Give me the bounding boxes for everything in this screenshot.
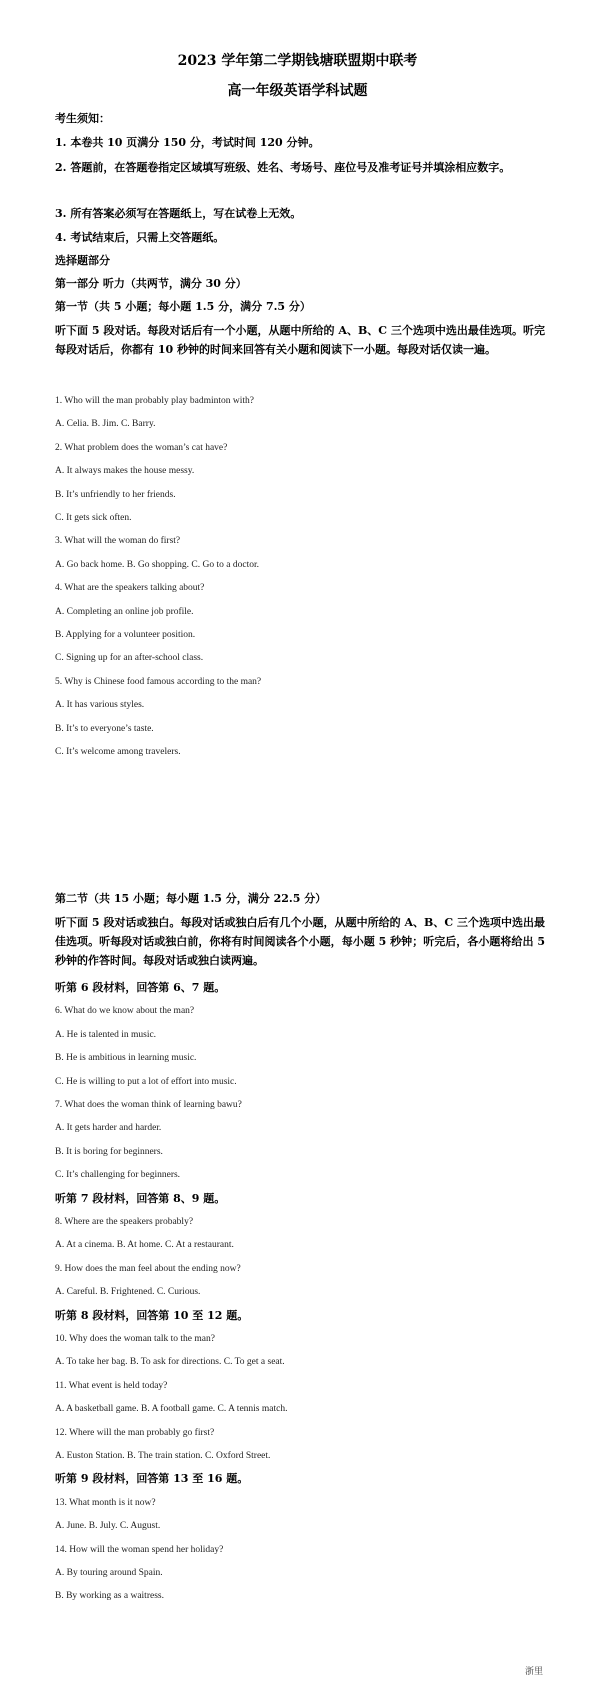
question-text: 2. What problem does the woman’s cat have? [55, 442, 228, 453]
answer-option: C. It’s challenging for beginners. [55, 1170, 181, 1181]
question-text: 11. What event is held today? [55, 1380, 168, 1391]
question-text: 9. How does the man feel about the ending now? [55, 1263, 241, 1274]
sec2-heading: 第二节（共 15 小题；每小题 1.5 分，满分 22.5 分） [55, 892, 327, 905]
sec2-instructions: 听下面 5 段对话或独白。每段对话或独白后有几个小题，从题中所给的 A、B、C 三个选项中选出最佳选项。听每段对话或独白前，你将有时间阅读各个小题，每小题 5 秒钟；听完后，各小题将给出 5 秒钟的作答时间。每段对话或独白读两遍。 [55, 916, 545, 967]
answer-option: C. It’s welcome among travelers. [55, 747, 181, 757]
notice-item: 2. 答题前，在答题卷指定区域填写班级、姓名、考场号、座位号及准考证号并填涂相应数字。 [55, 161, 511, 174]
answer-option: A. To take her bag. B. To ask for directions. C. To get a seat. [55, 1357, 285, 1368]
question-text: 5. Why is Chinese food famous according to the man? [55, 676, 262, 687]
question-text: 4. What are the speakers talking about? [55, 583, 205, 594]
notice-item: 3. 所有答案必须写在答题纸上，写在试卷上无效。 [55, 207, 302, 220]
notice-item: 1. 本卷共 10 页满分 150 分，考试时间 120 分钟。 [55, 136, 320, 149]
answer-option: B. By working as a waitress. [55, 1591, 164, 1602]
answer-option: A. It gets harder and harder. [55, 1123, 162, 1134]
answer-option: A. A basketball game. B. A football game. C. A tennis match. [55, 1404, 288, 1415]
answer-option: C. It gets sick often. [55, 513, 132, 523]
exam-title: 2023 学年第二学期钱塘联盟期中联考 [177, 53, 418, 69]
answer-option: C. Signing up for an after-school class. [55, 653, 204, 664]
answer-option: A. Celia. B. Jim. C. Barry. [55, 419, 156, 430]
answer-option: A. It always makes the house messy. [55, 466, 195, 477]
answer-option: B. It’s to everyone’s taste. [55, 723, 154, 734]
question-text: 10. Why does the woman talk to the man? [55, 1334, 215, 1344]
answer-option: A. Go back home. B. Go shopping. C. Go to a doctor. [55, 559, 259, 570]
part1-heading: 第一部分 听力（共两节，满分 30 分） [55, 277, 247, 290]
section-choice-heading: 选择题部分 [55, 254, 110, 267]
answer-option: A. At a cinema. B. At home. C. At a restaurant. [55, 1240, 234, 1251]
exam-subtitle: 高一年级英语学科试题 [227, 83, 368, 99]
answer-option: A. Completing an online job profile. [55, 606, 194, 617]
answer-option: C. He is willing to put a lot of effort into music. [55, 1076, 237, 1087]
question-text: 1. Who will the man probably play badminton with? [55, 396, 255, 406]
material-heading: 听第 7 段材料，回答第 8、9 题。 [55, 1191, 226, 1205]
answer-option: B. He is ambitious in learning music. [55, 1053, 197, 1064]
answer-option: A. Careful. B. Frightened. C. Curious. [55, 1287, 201, 1298]
answer-option: A. Euston Station. B. The train station. C. Oxford Street. [55, 1451, 271, 1461]
footer-mark: 浙里 [525, 1667, 544, 1677]
answer-option: A. By touring around Spain. [55, 1568, 163, 1578]
question-text: 13. What month is it now? [55, 1497, 156, 1508]
question-text: 8. Where are the speakers probably? [55, 1217, 194, 1227]
answer-option: A. It has various styles. [55, 700, 145, 711]
question-text: 12. Where will the man probably go first? [55, 1427, 215, 1438]
answer-option: B. It is boring for beginners. [55, 1146, 163, 1157]
material-heading: 听第 8 段材料，回答第 10 至 12 题。 [55, 1308, 249, 1322]
question-text: 3. What will the woman do first? [55, 536, 181, 547]
material-heading: 听第 6 段材料，回答第 6、7 题。 [55, 981, 226, 994]
answer-option: A. He is talented in music. [55, 1029, 157, 1040]
sec1-heading: 第一节（共 5 小题；每小题 1.5 分，满分 7.5 分） [55, 300, 311, 313]
answer-option: A. June. B. July. C. August. [55, 1521, 161, 1532]
question-text: 6. What do we know about the man? [55, 1006, 195, 1017]
material-heading: 听第 9 段材料，回答第 13 至 16 题。 [55, 1472, 249, 1486]
notice-heading: 考生须知： [55, 112, 110, 125]
question-text: 7. What does the woman think of learning bawu? [55, 1100, 242, 1110]
answer-option: B. It’s unfriendly to her friends. [55, 489, 176, 500]
notice-item: 4. 考试结束后，只需上交答题纸。 [55, 231, 225, 244]
answer-option: B. Applying for a volunteer position. [55, 630, 196, 640]
question-text: 14. How will the woman spend her holiday? [55, 1544, 224, 1555]
sec1-instructions: 听下面 5 段对话。每段对话后有一个小题，从题中所给的 A、B、C 三个选项中选出最佳选项。听完每段对话后，你都有 10 秒钟的时间来回答有关小题和阅读下一小题。每段对话仅读一遍。 [55, 324, 545, 356]
